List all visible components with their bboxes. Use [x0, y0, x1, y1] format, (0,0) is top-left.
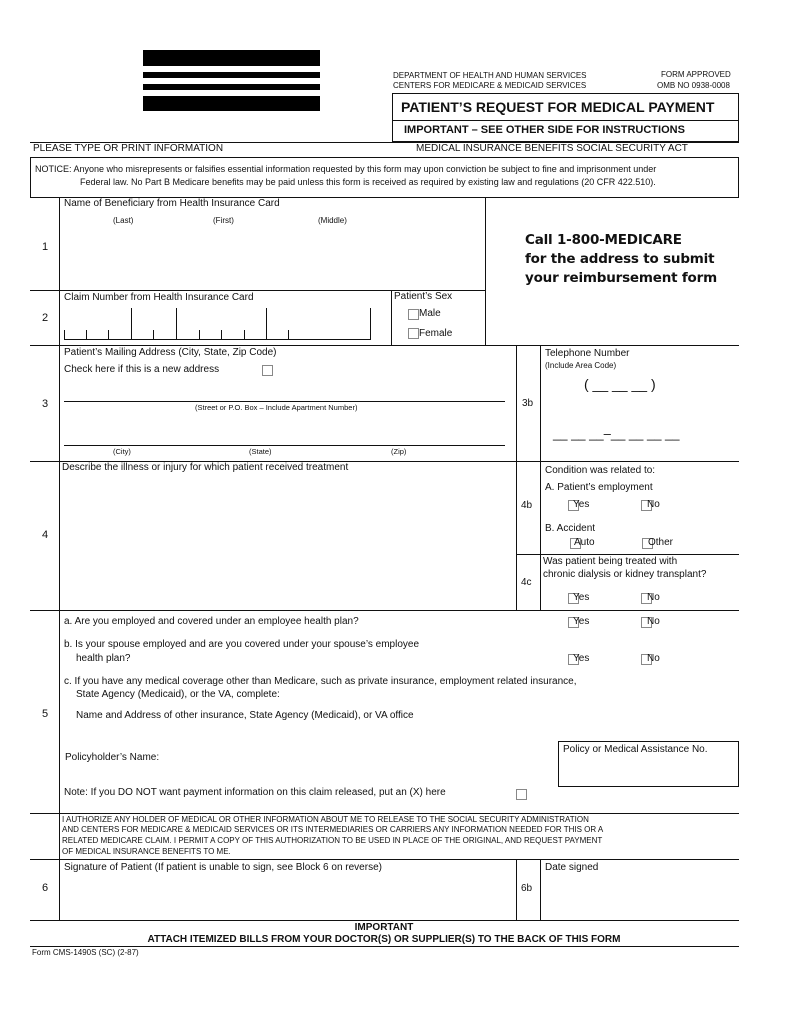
male-checkbox[interactable] [408, 309, 419, 320]
street-label: (Street or P.O. Box – Include Apartment Number) [195, 403, 358, 412]
male-label: Male [419, 308, 441, 319]
footer-attach-bills: ATTACH ITEMIZED BILLS FROM YOUR DOCTOR(S) OR SUPPLIER(S) TO THE BACK OF THIS FORM [147, 934, 621, 945]
female-checkbox[interactable] [408, 328, 419, 339]
other-insurance-label: Name and Address of other insurance, State Agency (Medicaid), or VA office [76, 710, 414, 721]
block-number-3b: 3b [522, 398, 534, 409]
question-c-line2: State Agency (Medicaid), or the VA, complete: [76, 689, 280, 700]
auto-label: Auto [574, 537, 595, 548]
street-field[interactable] [64, 380, 505, 401]
footer-important: IMPORTANT [354, 922, 414, 933]
authorization-line2: AND CENTERS FOR MEDICARE & MEDICAID SERVICES OR ITS INTERMEDIARIES OR CARRIERS ANY INFORMATION NEEDED FOR THIS OR A [62, 825, 604, 834]
barcode-bar [143, 96, 320, 111]
block-number-6b: 6b [521, 883, 533, 894]
notice-line1: NOTICE: Anyone who misrepresents or falsifies essential information requested by this form may upon conviction be subject to fine and imprisonment under [35, 164, 657, 174]
employment-no-label: No [647, 499, 660, 510]
date-signed-label: Date signed [545, 862, 599, 873]
barcode-bar [143, 50, 320, 66]
date-signed-field[interactable] [545, 877, 735, 917]
release-note: Note: If you DO NOT want payment information on this claim released, put an (X) here [64, 787, 446, 798]
policyholder-label: Policyholder’s Name: [65, 752, 160, 763]
beneficiary-name-label: Name of Beneficiary from Health Insurance Card [64, 198, 280, 209]
authorization-line3: RELATED MEDICARE CLAIM. I PERMIT A COPY OF THIS AUTHORIZATION TO BE USED IN PLACE OF THE ORIGINAL, AND REQUEST PAYMENT [62, 836, 603, 845]
dialysis-yes-label: Yes [573, 592, 590, 603]
other-insurance-field[interactable] [76, 724, 546, 750]
new-address-checkbox[interactable] [262, 365, 273, 376]
form-id: Form CMS-1490S (SC) (2-87) [32, 948, 139, 957]
dept-line1: DEPARTMENT OF HEALTH AND HUMAN SERVICES [393, 71, 587, 80]
telephone-label: Telephone Number [545, 348, 630, 359]
other-label: Other [648, 537, 674, 548]
condition-label: Condition was related to: [545, 465, 656, 476]
block-number-4b: 4b [521, 500, 533, 511]
barcode-bar [143, 84, 320, 90]
call-medicare-line3: your reimbursement form [525, 270, 717, 286]
illness-description-field[interactable] [62, 478, 512, 606]
block-number-5: 5 [42, 708, 49, 720]
call-medicare-line2: for the address to submit [525, 251, 715, 267]
dialysis-no-label: No [647, 592, 660, 603]
area-code-field[interactable]: ( __ __ __ ) [584, 376, 656, 392]
type-print-label: PLEASE TYPE OR PRINT INFORMATION [33, 143, 224, 154]
new-address-label: Check here if this is a new address [64, 364, 220, 375]
claim-number-field[interactable] [64, 308, 371, 340]
authorization-line1: I AUTHORIZE ANY HOLDER OF MEDICAL OR OTHER INFORMATION ABOUT ME TO RELEASE TO THE SOCIAL SECURITY ADMINISTRATION [62, 815, 589, 824]
important-instructions: IMPORTANT – SEE OTHER SIDE FOR INSTRUCTIONS [404, 124, 685, 136]
call-medicare-line1: Call 1-800-MEDICARE [525, 232, 682, 248]
last-label: (Last) [113, 216, 134, 225]
employment-yes-label: Yes [573, 499, 590, 510]
authorization-line4: OF MEDICAL INSURANCE BENEFITS TO ME. [62, 847, 231, 856]
page-title: PATIENT’S REQUEST FOR MEDICAL PAYMENT [401, 99, 715, 115]
employment-label: A. Patient’s employment [545, 482, 653, 493]
question-b-line2: health plan? [76, 653, 131, 664]
area-code-hint: (Include Area Code) [545, 361, 617, 370]
block-number-2: 2 [42, 312, 49, 324]
qa-yes-label: Yes [573, 616, 590, 627]
beneficiary-name-field[interactable] [64, 228, 484, 288]
block-number-4: 4 [42, 529, 49, 541]
signature-label: Signature of Patient (If patient is unable to sign, see Block 6 on reverse) [64, 862, 382, 873]
accident-label: B. Accident [545, 523, 596, 534]
qb-yes-label: Yes [573, 653, 590, 664]
policyholder-field[interactable] [170, 750, 540, 768]
claim-number-label: Claim Number from Health Insurance Card [64, 292, 254, 303]
notice-line2: Federal law. No Part B Medicare benefits may be paid unless this form is received as required by existing law and regulations (20 CFR 422.510). [80, 177, 656, 187]
question-c-line1: c. If you have any medical coverage other than Medicare, such as private insurance, employment related insurance, [64, 676, 577, 687]
act-label: MEDICAL INSURANCE BENEFITS SOCIAL SECURITY ACT [416, 143, 688, 154]
block-number-6: 6 [42, 882, 49, 894]
female-label: Female [419, 328, 453, 339]
block-number-4c: 4c [521, 577, 532, 588]
middle-label: (Middle) [318, 216, 347, 225]
signature-field[interactable] [64, 877, 512, 917]
block-number-3: 3 [42, 398, 49, 410]
qa-no-label: No [647, 616, 660, 627]
release-optout-checkbox[interactable] [516, 789, 527, 800]
state-label: (State) [249, 447, 272, 456]
first-label: (First) [213, 216, 234, 225]
city-state-zip-field[interactable] [64, 424, 505, 445]
patient-sex-label: Patient’s Sex [394, 291, 453, 302]
qb-no-label: No [647, 653, 660, 664]
barcode-bar [143, 72, 320, 78]
dialysis-line1: Was patient being treated with [543, 556, 678, 567]
zip-label: (Zip) [391, 447, 407, 456]
block-number-1: 1 [42, 241, 49, 253]
dept-line2: CENTERS FOR MEDICARE & MEDICAID SERVICES [393, 81, 587, 90]
phone-number-field[interactable]: __ __ __–__ __ __ __ [553, 426, 680, 441]
city-label: (City) [113, 447, 131, 456]
question-a: a. Are you employed and covered under an employee health plan? [64, 616, 359, 627]
dialysis-line2: chronic dialysis or kidney transplant? [543, 569, 707, 580]
illness-label: Describe the illness or injury for which patient received treatment [62, 462, 349, 473]
mailing-address-label: Patient’s Mailing Address (City, State, Zip Code) [64, 347, 277, 358]
policy-number-label: Policy or Medical Assistance No. [563, 744, 708, 755]
question-b-line1: b. Is your spouse employed and are you covered under your spouse’s employee [64, 639, 420, 650]
omb-number: OMB NO 0938-0008 [657, 81, 730, 90]
form-approved: FORM APPROVED [661, 70, 731, 79]
